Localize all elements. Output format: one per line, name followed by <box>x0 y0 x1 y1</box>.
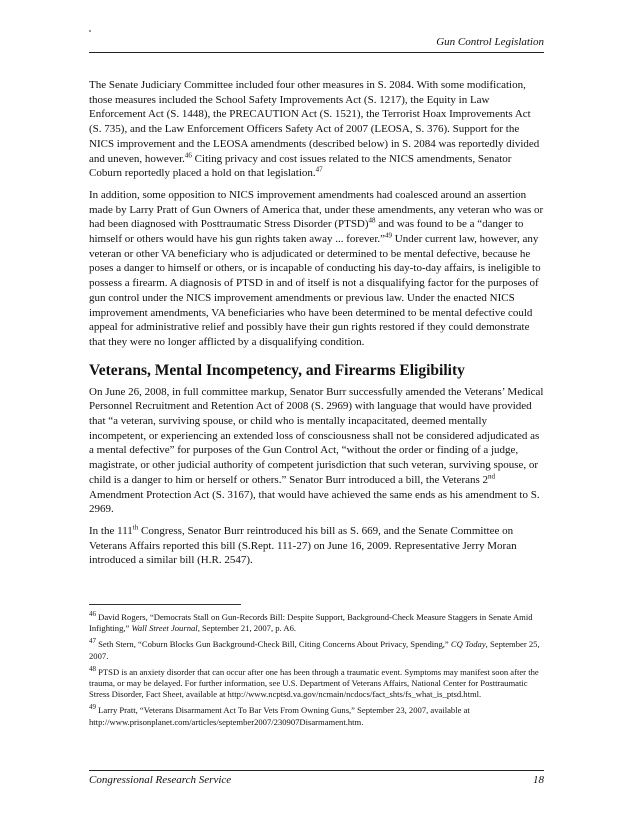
footnotes <box>89 612 544 733</box>
speck <box>89 30 91 32</box>
paragraph-4: In the 111th Congress, Senator Burr reintroduced his bill as S. 669, and the Senate Committee on Veterans Affairs reported this bill (S.Rept. 111-27) on June 16, 2009. Representative Jerry Moran introduced a similar bill (H.R. 2547). <box>89 523 517 567</box>
footnote-ref-49[interactable]: 49 <box>385 231 393 240</box>
footnote-48: $^{48}$ PTSD is an anxiety disorder that can occur after one has been through a traumatic event. Symptoms may manifest soon after the trauma, or may be delayed. For further information, see U.S. Department of Veterans Affairs, National Center for Posttraumatic Stress Disorder, Fact Sheet, available at http://www.ncptsd.va.gov/ncmain/ncdocs/fact_shts/fs_what_is_ptsd.html. <box>89 664 539 700</box>
running-header: Gun Control Legislation <box>436 36 544 48</box>
running-footer <box>89 774 544 786</box>
footer-rule <box>89 770 544 771</box>
footnote-49: $^{49}$ Larry Pratt, “Veterans Disarmament Act To Bar Vets From Owning Guns,” September 23, 2007, available at http://www.prisonplanet.com/articles/september2007/230907Disarmament.htm. <box>89 703 470 727</box>
footnote-rule <box>89 604 241 605</box>
footnote-47: $^{47}$ Seth Stern, “Coburn Blocks Gun Background-Check Bill, Citing Concerns About Privacy, Spending,” CQ Today, September 25, 2007. <box>89 637 540 661</box>
section-heading: Veterans, Mental Incompetency, and Firearms Eligibility <box>89 361 465 379</box>
footnote-ref-48[interactable]: 48 <box>368 216 376 225</box>
header-rule <box>89 52 544 53</box>
footnote-ref-46[interactable]: 46 <box>184 150 192 159</box>
paragraph-1: The Senate Judiciary Committee included four other measures in S. 2084. With some modification, those measures included the School Safety Improvements Act (S. 1217), the Equity in Law Enforcement Act (S. 1448), the PRECAUTION Act (S. 1521), the Terrorist Hoax Improvements Act (S. 735), and the Law Enforcement Officers Safety Act of 2007 (LEOSA, S. 376). Support for the NICS improvement and the LEOSA amendments (described below) in S. 2084 was reportedly divided and uneven, however.$^{46}$ Citing privacy and cost issues related to the NICS amendments, Senator Coburn reportedly placed a hold on that legislation.$^{47}$ <box>89 79 540 180</box>
body-text <box>89 78 544 575</box>
paragraph-2: In addition, some opposition to NICS improvement amendments had coalesced around an assertion made by Larry Pratt of Gun Owners of America that, under these amendments, any veteran who was or had been diagnosed with Posttraumatic Stress Disorder (PTSD)$^{48}$ and was found to be a “danger to himself or others would have his gun rights taken away ... forever.”$^{49}$ Under current law, however, any veteran or other VA beneficiary who is adjudicated or determined to be mental defective, because he poses a danger to himself or others, or is incapable of conducting his day-to-day affairs, is ineligible to possess a firearm. A diagnosis of PTSD in and of itself is not a disqualifying factor for the purposes of gun control under the NICS improvement amendments or previous law. Under the enacted NICS improvement amendments, VA beneficiaries who have been determined to be mental defective could appeal for administrative relief and possibly have their gun rights restored if they could demonstrate that they were no longer afflicted by a disqualifying condition. <box>89 188 544 348</box>
footer-publisher: Congressional Research Service <box>89 774 232 786</box>
footnote-ref-47[interactable]: 47 <box>315 165 323 174</box>
footnote-46: $^{46}$ David Rogers, “Democrats Stall on Gun-Records Bill: Despite Support, Background-Check Measure Staggers in Senate Amid Infighting,” Wall Street Journal, September 21, 2007, p. A6. <box>89 610 533 634</box>
paragraph-3: On June 26, 2008, in full committee markup, Senator Burr successfully amended the Veterans’ Medical Personnel Recruitment and Retention Act of 2008 (S. 2969) with language that would have provided that “a veteran, surviving spouse, or child who is mentally incapacitated, deemed mentally incompetent, or experiencing an extended loss of consciousness shall not be considered adjudicated as a mental defective” for purposes of the Gun Control Act, “without the order or finding of a judge, magistrate, or other judicial authority of competent jurisdiction that such veteran, surviving spouse, or child is a danger to him or herself or others.” Senator Burr introduced a bill, the Veterans 2nd Amendment Protection Act (S. 3167), that would have achieved the same ends as his amendment to S. 2969. <box>89 385 544 516</box>
page-number: 18 <box>533 774 544 786</box>
